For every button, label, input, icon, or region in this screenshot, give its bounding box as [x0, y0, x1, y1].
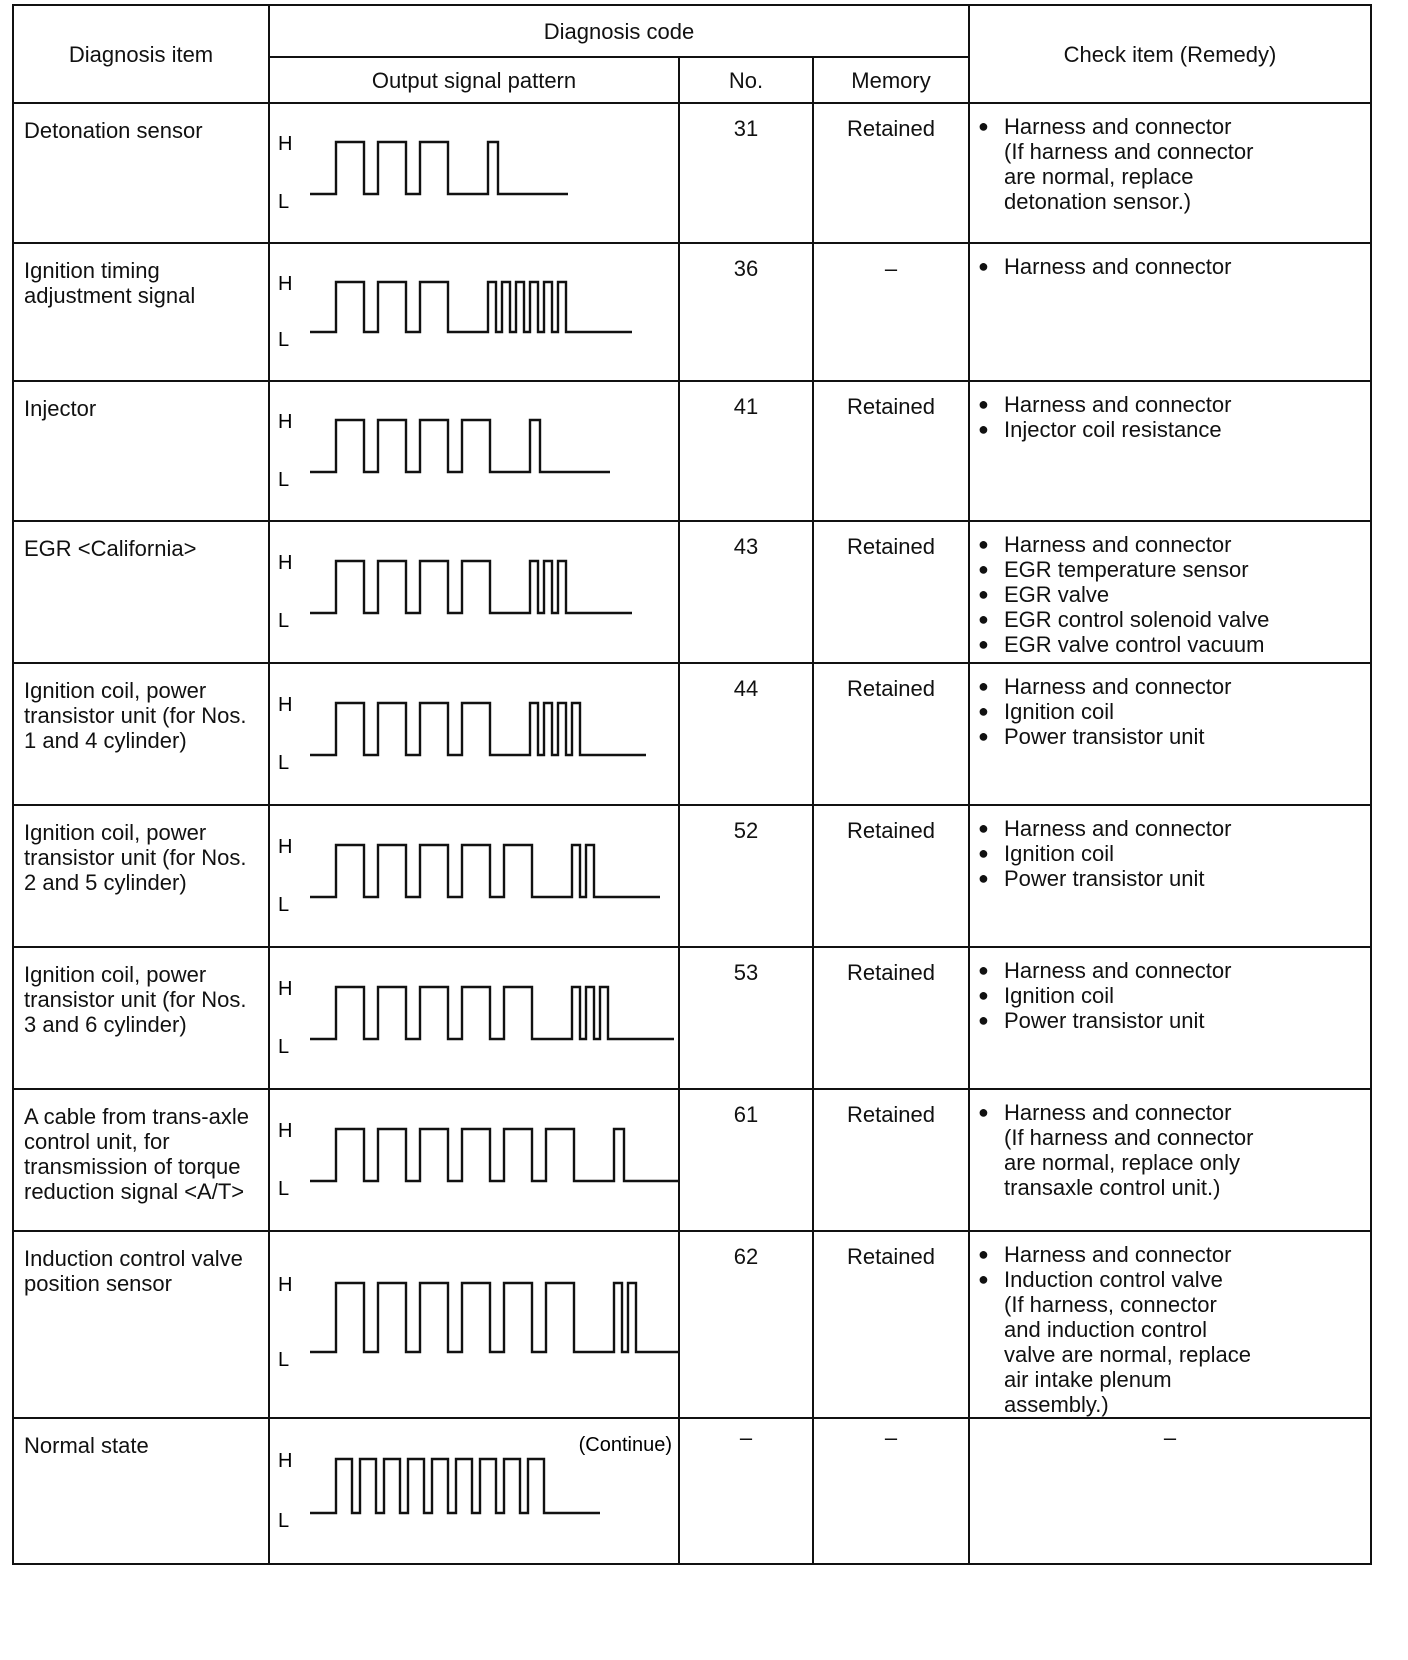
check-note-line: (If harness and connector [1004, 1125, 1254, 1150]
check-list [978, 532, 1366, 657]
check-item [969, 663, 1371, 805]
long-pulse [378, 420, 406, 472]
signal-waveform [270, 1419, 678, 1561]
memory-status: Retained [813, 805, 969, 947]
check-note-line: detonation sensor.) [1004, 189, 1192, 214]
code-number: 31 [679, 103, 813, 243]
check-list [978, 392, 1366, 442]
check-bullet-item: ● EGR valve control vacuum [978, 632, 1366, 657]
table-row [13, 381, 1371, 521]
long-pulse [336, 987, 364, 1039]
signal-trace [310, 1283, 678, 1352]
table-row [13, 663, 1371, 805]
normal-pulse [408, 1459, 424, 1513]
check-bullet-item: ● Power transistor unit [978, 866, 1366, 891]
long-pulse [462, 561, 490, 613]
low-level-label: L [278, 329, 290, 351]
check-bullet-item: ● Harness and connector [978, 958, 1366, 983]
check-bullet-item: ● Harness and connector [978, 114, 1366, 139]
output-signal-pattern [269, 805, 679, 947]
output-signal-pattern [269, 381, 679, 521]
long-pulse [336, 845, 364, 897]
diagnosis-code-table [12, 4, 1372, 1565]
normal-pulse [432, 1459, 448, 1513]
diagnosis-item: Detonation sensor [13, 103, 269, 243]
signal-waveform [270, 522, 678, 660]
table-row [13, 243, 1371, 381]
long-pulse [378, 561, 406, 613]
check-bullet-item: ● Power transistor unit [978, 1008, 1366, 1033]
long-pulse [462, 987, 490, 1039]
high-level-label: H [278, 552, 293, 574]
short-pulse [614, 1283, 622, 1352]
output-signal-pattern [269, 521, 679, 663]
code-number: 62 [679, 1231, 813, 1418]
table-row [13, 1089, 1371, 1231]
code-number: 52 [679, 805, 813, 947]
check-item [969, 243, 1371, 381]
table-row [13, 1231, 1371, 1418]
check-note-line: (If harness, connector [1004, 1292, 1217, 1317]
memory-status: Retained [813, 1231, 969, 1418]
long-pulse [378, 1129, 406, 1181]
check-item [969, 103, 1371, 243]
table-row [13, 947, 1371, 1089]
signal-waveform [270, 1090, 678, 1228]
short-pulse [572, 845, 580, 897]
check-bullet-item: ● Ignition coil [978, 841, 1366, 866]
signal-waveform [270, 948, 678, 1086]
check-bullet-item: ● Ignition coil [978, 983, 1366, 1008]
diagnosis-item: Normal state [13, 1418, 269, 1564]
long-pulse [336, 1283, 364, 1352]
long-pulse [546, 1129, 574, 1181]
short-pulse [572, 987, 580, 1039]
short-pulse [544, 703, 552, 755]
diagnosis-item: EGR <California> [13, 521, 269, 663]
normal-pulse [336, 1459, 352, 1513]
code-number: – [679, 1418, 813, 1564]
high-level-label: H [278, 411, 293, 433]
check-bullet-item: ● EGR temperature sensor [978, 557, 1366, 582]
long-pulse [420, 987, 448, 1039]
long-pulse [378, 282, 406, 332]
check-list [978, 1100, 1366, 1200]
check-bullet-item: ● Harness and connector [978, 1242, 1366, 1267]
check-bullet-item: ● EGR valve [978, 582, 1366, 607]
signal-trace [310, 987, 674, 1039]
long-pulse [378, 987, 406, 1039]
signal-waveform [270, 664, 678, 802]
low-level-label: L [278, 894, 290, 916]
high-level-label: H [278, 694, 293, 716]
signal-waveform [270, 244, 678, 378]
continue-label: (Continue) [578, 1434, 672, 1456]
long-pulse [462, 845, 490, 897]
short-pulse [572, 703, 580, 755]
memory-status: Retained [813, 1089, 969, 1231]
short-pulse [530, 420, 540, 472]
long-pulse [336, 1129, 364, 1181]
table-row [13, 521, 1371, 663]
diagnosis-item: Ignition coil, power transistor unit (for Nos. 1 and 4 cylinder) [13, 663, 269, 805]
code-number: 43 [679, 521, 813, 663]
high-level-label: H [278, 1120, 293, 1142]
check-list [978, 958, 1366, 1033]
table-row-normal-state [13, 1418, 1371, 1564]
check-note-line: air intake plenum [1004, 1367, 1172, 1392]
normal-pulse [384, 1459, 400, 1513]
long-pulse [462, 703, 490, 755]
short-pulse [530, 561, 538, 613]
check-note-line: (If harness and connector [1004, 139, 1254, 164]
signal-waveform [270, 806, 678, 944]
long-pulse [420, 282, 448, 332]
check-bullet-item: ● Harness and connector [978, 254, 1366, 279]
header-output-signal-pattern: Output signal pattern [269, 57, 679, 103]
short-pulse [614, 1129, 624, 1181]
long-pulse [336, 703, 364, 755]
short-pulse [558, 282, 566, 332]
low-level-label: L [278, 469, 290, 491]
memory-status: Retained [813, 521, 969, 663]
high-level-label: H [278, 836, 293, 858]
check-item [969, 1089, 1371, 1231]
check-list [978, 1242, 1366, 1417]
long-pulse [546, 1283, 574, 1352]
diagnosis-item: Induction control valve position sensor [13, 1231, 269, 1418]
long-pulse [336, 420, 364, 472]
low-level-label: L [278, 1036, 290, 1058]
long-pulse [336, 142, 364, 194]
short-pulse [558, 561, 566, 613]
table-row [13, 103, 1371, 243]
memory-status: Retained [813, 103, 969, 243]
diagnosis-item: Ignition coil, power transistor unit (for Nos. 2 and 5 cylinder) [13, 805, 269, 947]
long-pulse [378, 703, 406, 755]
long-pulse [336, 282, 364, 332]
long-pulse [378, 142, 406, 194]
check-item [969, 521, 1371, 663]
normal-pulse [528, 1459, 544, 1513]
check-note-line: valve are normal, replace [1004, 1342, 1252, 1367]
check-item [969, 947, 1371, 1089]
short-pulse [558, 703, 566, 755]
long-pulse [420, 1129, 448, 1181]
code-number: 36 [679, 243, 813, 381]
signal-trace [310, 1459, 600, 1513]
memory-status: – [813, 1418, 969, 1564]
long-pulse [420, 420, 448, 472]
header-diagnosis-code: Diagnosis code [269, 5, 969, 57]
output-signal-pattern [269, 103, 679, 243]
check-item [969, 381, 1371, 521]
normal-pulse [360, 1459, 376, 1513]
memory-status: Retained [813, 947, 969, 1089]
check-item [969, 805, 1371, 947]
low-level-label: L [278, 1349, 290, 1371]
short-pulse [600, 987, 608, 1039]
check-note-line: are normal, replace [1004, 164, 1194, 189]
header-no: No. [679, 57, 813, 103]
high-level-label: H [278, 978, 293, 1000]
low-level-label: L [278, 1510, 290, 1532]
long-pulse [420, 845, 448, 897]
high-level-label: H [278, 133, 293, 155]
check-bullet-item: ● Harness and connector [978, 532, 1366, 557]
check-list [978, 674, 1366, 749]
short-pulse [502, 282, 510, 332]
check-list [978, 816, 1366, 891]
diagnosis-item: Ignition timing adjustment signal [13, 243, 269, 381]
short-pulse [586, 845, 594, 897]
short-pulse [530, 282, 538, 332]
check-bullet-item: ● Harness and connector [978, 674, 1366, 699]
check-note-line: are normal, replace only [1004, 1150, 1241, 1175]
long-pulse [504, 845, 532, 897]
high-level-label: H [278, 273, 293, 295]
short-pulse [586, 987, 594, 1039]
short-pulse [544, 282, 552, 332]
output-signal-pattern [269, 1089, 679, 1231]
output-signal-pattern [269, 243, 679, 381]
signal-waveform [270, 104, 678, 240]
long-pulse [336, 561, 364, 613]
long-pulse [462, 420, 490, 472]
diagnosis-item: A cable from trans-axle control unit, for transmission of torque reduction signal <A/T> [13, 1089, 269, 1231]
long-pulse [420, 1283, 448, 1352]
table-row [13, 805, 1371, 947]
check-bullet-item: ● Harness and connector [978, 816, 1366, 841]
diagnosis-item: Ignition coil, power transistor unit (for Nos. 3 and 6 cylinder) [13, 947, 269, 1089]
check-bullet-item: ● Harness and connector [978, 1100, 1366, 1125]
normal-pulse [480, 1459, 496, 1513]
long-pulse [378, 1283, 406, 1352]
check-bullet-item: ● EGR control solenoid valve [978, 607, 1366, 632]
check-item: – [969, 1418, 1371, 1564]
signal-waveform [270, 382, 678, 518]
check-bullet-item: ● Induction control valve [978, 1267, 1366, 1292]
code-number: 61 [679, 1089, 813, 1231]
normal-pulse [504, 1459, 520, 1513]
check-list [978, 254, 1366, 279]
check-note-line: transaxle control unit.) [1004, 1175, 1221, 1200]
code-number: 53 [679, 947, 813, 1089]
long-pulse [420, 142, 448, 194]
high-level-label: H [278, 1274, 293, 1296]
high-level-label: H [278, 1450, 293, 1472]
short-pulse [628, 1283, 636, 1352]
memory-status: Retained [813, 381, 969, 521]
long-pulse [378, 845, 406, 897]
diagnosis-item: Injector [13, 381, 269, 521]
low-level-label: L [278, 1178, 290, 1200]
check-note-line: assembly.) [1004, 1392, 1109, 1417]
long-pulse [504, 1283, 532, 1352]
check-bullet-item: ● Injector coil resistance [978, 417, 1366, 442]
short-pulse [544, 561, 552, 613]
check-bullet-item: ● Ignition coil [978, 699, 1366, 724]
long-pulse [420, 561, 448, 613]
check-bullet-item: ● Power transistor unit [978, 724, 1366, 749]
table-body [13, 103, 1371, 1564]
header-memory: Memory [813, 57, 969, 103]
code-number: 41 [679, 381, 813, 521]
long-pulse [462, 1283, 490, 1352]
check-list [978, 114, 1366, 214]
low-level-label: L [278, 752, 290, 774]
long-pulse [504, 987, 532, 1039]
memory-status: Retained [813, 663, 969, 805]
code-number: 44 [679, 663, 813, 805]
short-pulse [530, 703, 538, 755]
output-signal-pattern [269, 663, 679, 805]
header-diagnosis-item: Diagnosis item [13, 5, 269, 103]
normal-pulse [456, 1459, 472, 1513]
output-signal-pattern [269, 1231, 679, 1418]
signal-waveform [270, 1232, 678, 1414]
short-pulse [516, 282, 524, 332]
header-check-item: Check item (Remedy) [969, 5, 1371, 103]
check-item [969, 1231, 1371, 1418]
memory-status: – [813, 243, 969, 381]
long-pulse [462, 1129, 490, 1181]
output-signal-pattern [269, 947, 679, 1089]
output-signal-pattern [269, 1418, 679, 1564]
long-pulse [420, 703, 448, 755]
short-pulse [488, 282, 496, 332]
low-level-label: L [278, 191, 290, 213]
short-pulse [488, 142, 498, 194]
low-level-label: L [278, 610, 290, 632]
check-note-line: and induction control [1004, 1317, 1208, 1342]
check-bullet-item: ● Harness and connector [978, 392, 1366, 417]
long-pulse [504, 1129, 532, 1181]
